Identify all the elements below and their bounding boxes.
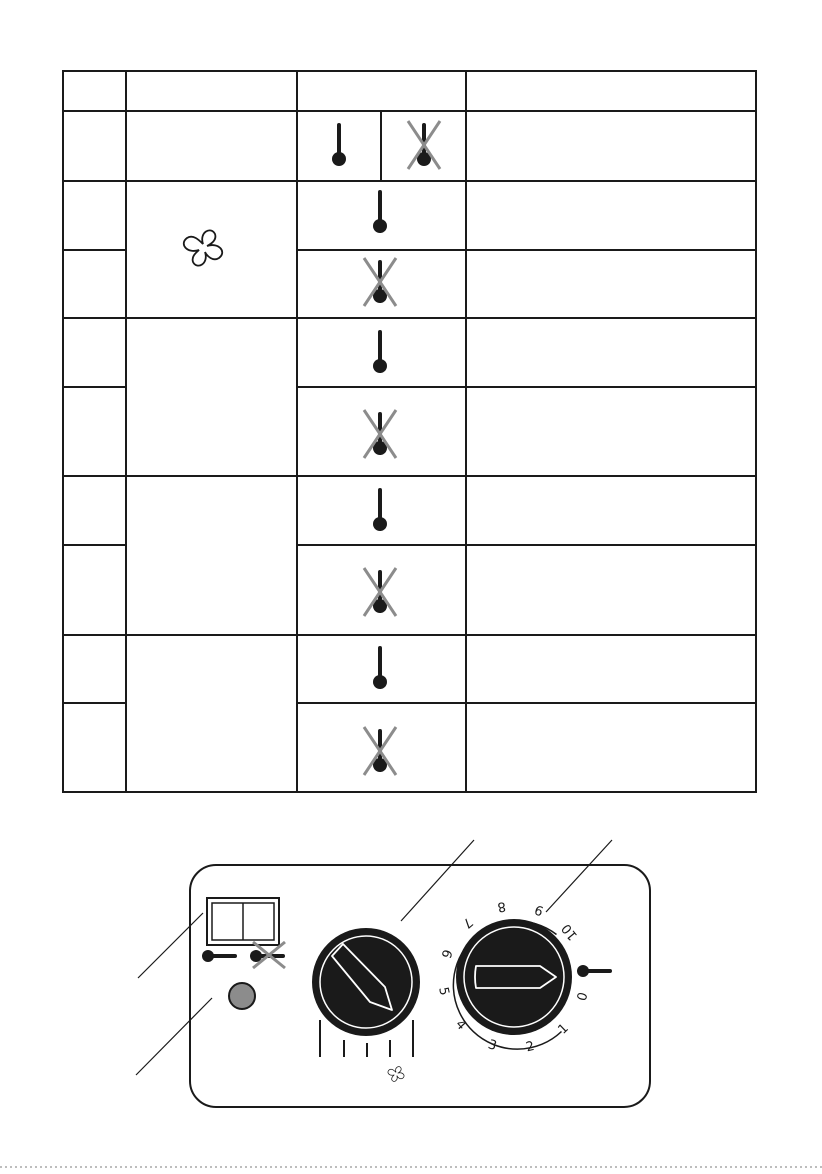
control-panel	[190, 865, 650, 1107]
fan-icon	[184, 230, 222, 265]
function-selector-dial[interactable]	[312, 928, 420, 1036]
temperature-dial[interactable]	[453, 919, 572, 1049]
row8-thermostat-icon	[373, 648, 387, 689]
temperature-scale-label-6: 6	[437, 947, 455, 960]
page-edge-dashes	[0, 1166, 822, 1168]
row5-thermostat-crossed-icon	[364, 410, 396, 458]
row9-thermostat-crossed-icon	[364, 727, 396, 775]
row1-thermostat-icon	[332, 125, 346, 166]
row3-thermostat-crossed-icon	[364, 258, 396, 306]
temperature-scale-label-1: 1	[555, 1020, 572, 1038]
temperature-scale-label-0: 0	[574, 990, 592, 1003]
row7-thermostat-crossed-icon	[364, 568, 396, 616]
row1-thermostat-crossed-icon	[408, 121, 440, 169]
temperature-scale-label-10: 10	[558, 920, 582, 943]
mode-rocker-switch[interactable]	[207, 898, 279, 945]
settings-table	[63, 71, 756, 792]
switch-thermostat-icon	[202, 950, 235, 962]
row4-thermostat-icon	[373, 332, 387, 373]
temperature-scale-label-4: 4	[452, 1017, 469, 1034]
temperature-scale-label-2: 2	[524, 1038, 536, 1056]
indicator-lamp	[229, 983, 255, 1009]
temperature-scale-label-9: 9	[532, 901, 546, 919]
function-dial-fan-icon	[388, 1067, 404, 1082]
row2-thermostat-icon	[373, 192, 387, 233]
temperature-dial-thermostat-icon	[577, 965, 610, 977]
temperature-scale-label-8: 8	[496, 897, 507, 915]
row6-thermostat-icon	[373, 490, 387, 531]
temperature-dial-pointer	[475, 966, 556, 988]
temperature-scale-label-5: 5	[435, 985, 452, 997]
temperature-scale-label-7: 7	[459, 913, 476, 931]
temperature-scale-label-3: 3	[486, 1037, 499, 1055]
